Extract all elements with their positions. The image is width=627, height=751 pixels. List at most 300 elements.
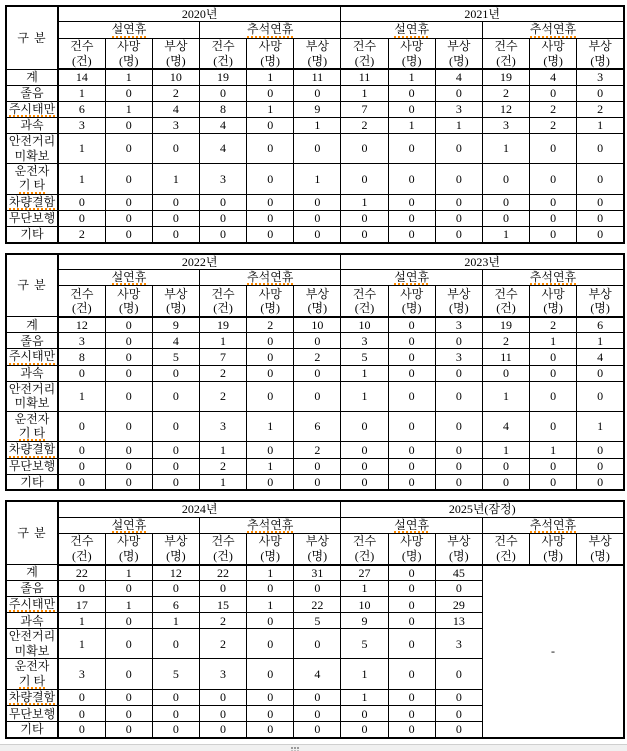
metric-header (482, 534, 529, 565)
data-cell: 0 (388, 349, 435, 365)
metric-header-line2: (건) (72, 548, 92, 563)
metric-header (530, 286, 577, 317)
data-cell: 22 (58, 565, 105, 581)
data-cell: 0 (435, 163, 482, 194)
label-text: 과속 (20, 613, 44, 628)
data-cell: 0 (58, 689, 105, 705)
row-label (6, 194, 58, 210)
table-row (6, 211, 624, 227)
table-row (6, 349, 624, 365)
data-cell: 10 (294, 317, 341, 333)
data-cell: 6 (577, 317, 624, 333)
data-cell: 0 (341, 706, 388, 722)
metric-header-line2: (명) (543, 548, 563, 563)
data-cell: 27 (341, 565, 388, 581)
metric-header-line2: (건) (496, 548, 516, 563)
data-cell: 9 (294, 101, 341, 117)
data-cell: 3 (58, 333, 105, 349)
metric-header-line2: (건) (496, 53, 516, 68)
no-data-placeholder: - (482, 565, 624, 738)
data-cell: 0 (247, 134, 294, 164)
data-cell: 2 (199, 458, 246, 474)
data-cell: 1 (435, 118, 482, 134)
data-cell: 0 (577, 474, 624, 490)
year-header: 2020년 (58, 6, 341, 22)
spellcheck-underline: 차량결함 (8, 689, 56, 704)
data-cell: 2 (482, 85, 529, 101)
metric-header-line1: 사망 (541, 286, 565, 301)
label-text: 계 (26, 70, 38, 85)
metric-header-line2: (명) (449, 548, 469, 563)
corner-header: 구 분 (6, 254, 58, 317)
data-cell: 0 (247, 613, 294, 629)
metric-header-line1: 건수 (494, 534, 518, 549)
row-label-line (7, 164, 57, 178)
metric-header-line1: 건수 (211, 534, 235, 549)
row-label-line (7, 227, 57, 241)
data-cell: 19 (482, 69, 529, 85)
data-cell: 1 (388, 69, 435, 85)
metric-header-line1: 부상 (164, 286, 188, 301)
data-cell: 22 (199, 565, 246, 581)
data-cell: 1 (152, 613, 199, 629)
table-row (6, 85, 624, 101)
holiday-group-header (199, 22, 340, 38)
data-cell: 0 (577, 163, 624, 194)
window-bottom-strip (0, 744, 627, 751)
spellcheck-underline: 추석연휴 (247, 22, 294, 37)
data-cell: 0 (577, 458, 624, 474)
data-cell: 4 (577, 349, 624, 365)
spellcheck-underline: 추석연휴 (529, 517, 577, 532)
row-label-line (7, 178, 57, 193)
data-cell: 0 (341, 163, 388, 194)
data-cell: 0 (58, 365, 105, 381)
table-row (6, 474, 624, 490)
table-row (6, 101, 624, 117)
data-cell: 0 (247, 333, 294, 349)
row-label (6, 474, 58, 490)
label-text: 졸음 (20, 86, 44, 101)
row-label-line (7, 412, 57, 426)
metric-header-line2: (명) (401, 548, 422, 563)
row-label-line (7, 134, 57, 148)
table-row (6, 194, 624, 210)
row-label-line (7, 334, 57, 348)
data-cell: 0 (105, 333, 152, 349)
data-cell: 1 (105, 101, 152, 117)
row-label (6, 365, 58, 381)
metric-header-line1: 부상 (164, 39, 188, 54)
year-header: 2021년 (341, 6, 624, 22)
data-cell: 3 (199, 163, 246, 194)
data-cell: 0 (388, 706, 435, 722)
metric-header-line2: (건) (213, 53, 233, 68)
data-cell: 1 (577, 411, 624, 442)
data-cell: 0 (294, 381, 341, 411)
metric-header-line2: (명) (307, 548, 328, 563)
data-cell: 0 (388, 101, 435, 117)
metric-header (58, 286, 105, 317)
data-cell: 0 (105, 211, 152, 227)
metric-header-line1: 건수 (70, 39, 94, 54)
drag-handle-icon[interactable] (291, 747, 293, 749)
holiday-group-header (341, 270, 482, 286)
metric-header-line1: 부상 (164, 534, 188, 549)
metric-header (58, 38, 105, 69)
metric-header-line1: 사망 (117, 39, 141, 54)
row-label-line (7, 149, 57, 163)
table-row (6, 411, 624, 442)
row-label-line (7, 70, 57, 84)
data-cell: 0 (341, 442, 388, 458)
data-cell: 1 (294, 163, 341, 194)
data-cell: 13 (435, 613, 482, 629)
row-label (6, 381, 58, 411)
data-cell: 1 (199, 333, 246, 349)
spellcheck-underline: 추석연휴 (529, 270, 577, 285)
data-cell: 0 (58, 474, 105, 490)
row-label (6, 411, 58, 442)
data-cell: 0 (58, 442, 105, 458)
data-cell: 2 (152, 85, 199, 101)
metric-header-line1: 부상 (588, 39, 612, 54)
data-cell: 0 (247, 706, 294, 722)
spellcheck-underline: 설연휴 (394, 270, 430, 285)
holiday-group-header (341, 517, 482, 533)
data-cell: 0 (105, 411, 152, 442)
data-cell: 0 (152, 581, 199, 597)
data-cell: 2 (199, 365, 246, 381)
data-cell: 0 (105, 163, 152, 194)
metric-header-line2: (명) (260, 548, 280, 563)
metric-header-line1: 부상 (588, 286, 612, 301)
data-cell: 0 (530, 411, 577, 442)
accident-stats-table-3 (5, 500, 625, 739)
data-cell: 1 (247, 101, 294, 117)
data-cell: 0 (388, 134, 435, 164)
data-cell: 1 (247, 458, 294, 474)
data-cell: 0 (577, 211, 624, 227)
metric-header-line2: (명) (118, 548, 139, 563)
data-cell: 3 (435, 101, 482, 117)
data-cell: 0 (482, 458, 529, 474)
data-cell: 0 (530, 349, 577, 365)
row-label (6, 458, 58, 474)
data-cell: 0 (577, 381, 624, 411)
data-cell: 0 (388, 227, 435, 243)
metric-header (105, 534, 152, 565)
holiday-group-header (199, 270, 340, 286)
data-cell: 8 (199, 101, 246, 117)
metric-header (435, 38, 482, 69)
data-cell: 1 (58, 163, 105, 194)
data-cell: 8 (58, 349, 105, 365)
data-cell: 0 (435, 134, 482, 164)
metric-header (341, 38, 388, 69)
data-cell: 0 (247, 442, 294, 458)
data-cell: 0 (388, 659, 435, 690)
data-cell: 19 (199, 317, 246, 333)
metric-header-line2: (건) (72, 301, 92, 316)
holiday-group-header (341, 22, 482, 38)
data-cell: 4 (199, 134, 246, 164)
metric-header (247, 286, 294, 317)
metric-header (577, 286, 624, 317)
row-label-line (7, 597, 57, 612)
year-header: 2024년 (58, 501, 341, 517)
data-cell: 0 (247, 629, 294, 659)
metric-header (341, 286, 388, 317)
metric-header (577, 38, 624, 69)
metric-header-line1: 사망 (541, 39, 565, 54)
row-label-line (7, 426, 57, 441)
data-cell: 10 (341, 597, 388, 613)
data-cell: 0 (388, 458, 435, 474)
data-cell: 0 (247, 194, 294, 210)
data-cell: 0 (199, 722, 246, 738)
metric-header-line1: 건수 (211, 286, 235, 301)
data-cell: 3 (58, 659, 105, 690)
table-row (6, 317, 624, 333)
data-cell: 0 (58, 458, 105, 474)
data-cell: 0 (105, 381, 152, 411)
row-label-line (7, 644, 57, 658)
data-cell: 0 (577, 85, 624, 101)
data-cell: 0 (435, 442, 482, 458)
data-cell: 0 (388, 722, 435, 738)
row-label (6, 69, 58, 85)
data-cell: 0 (199, 194, 246, 210)
metric-header (105, 286, 152, 317)
data-cell: 19 (199, 69, 246, 85)
data-cell: 0 (105, 134, 152, 164)
row-label (6, 211, 58, 227)
metric-header-line2: (명) (401, 301, 422, 316)
metric-header-line2: (명) (307, 53, 328, 68)
data-cell: 1 (58, 629, 105, 659)
data-cell: 3 (435, 629, 482, 659)
data-cell: 0 (530, 365, 577, 381)
row-label (6, 613, 58, 629)
data-cell: 0 (152, 227, 199, 243)
data-cell: 0 (435, 458, 482, 474)
metric-header-line2: (명) (590, 548, 610, 563)
label-text: 미확보 (14, 643, 50, 658)
data-cell: 1 (105, 565, 152, 581)
metric-header (199, 286, 246, 317)
metric-header-line1: 부상 (447, 39, 471, 54)
data-cell: 0 (530, 85, 577, 101)
metric-header (247, 38, 294, 69)
metric-header-line2: (명) (590, 301, 610, 316)
data-cell: 0 (530, 194, 577, 210)
data-cell: 2 (247, 317, 294, 333)
data-cell: 7 (341, 101, 388, 117)
metric-header-line2: (명) (260, 301, 280, 316)
data-cell: 0 (435, 194, 482, 210)
data-cell: 0 (388, 442, 435, 458)
data-cell: 0 (152, 722, 199, 738)
year-header: 2025년(잠정) (341, 501, 624, 517)
row-label-line (7, 614, 57, 628)
data-cell: 3 (435, 317, 482, 333)
metric-header-line2: (명) (449, 53, 469, 68)
data-cell: 0 (105, 442, 152, 458)
metric-header-line1: 사망 (258, 286, 282, 301)
row-label (6, 333, 58, 349)
metric-header-line1: 부상 (305, 286, 329, 301)
data-cell: 11 (482, 349, 529, 365)
data-cell: 0 (247, 85, 294, 101)
data-cell: 4 (294, 659, 341, 690)
data-cell: 2 (294, 442, 341, 458)
data-cell: 0 (247, 365, 294, 381)
row-label-line (7, 211, 57, 225)
data-cell: 3 (435, 349, 482, 365)
metric-header (199, 38, 246, 69)
data-cell: 0 (388, 629, 435, 659)
data-cell: 0 (58, 722, 105, 738)
row-label (6, 163, 58, 194)
label-text: 운전자 (14, 659, 50, 674)
data-cell: 0 (388, 194, 435, 210)
metric-header-line2: (명) (543, 53, 563, 68)
metric-header-line1: 건수 (494, 286, 518, 301)
spellcheck-underline: 기 타 (18, 178, 46, 193)
data-cell: 0 (530, 211, 577, 227)
data-cell: 0 (294, 365, 341, 381)
metric-header-line2: (명) (590, 53, 610, 68)
data-cell: 0 (105, 581, 152, 597)
data-cell: 0 (294, 474, 341, 490)
data-cell: 0 (577, 442, 624, 458)
spellcheck-underline: 차량결함 (8, 194, 56, 209)
data-cell: 3 (577, 69, 624, 85)
table-row (6, 565, 624, 581)
data-cell: 4 (530, 69, 577, 85)
label-text: 기타 (20, 474, 44, 489)
row-label-line (7, 102, 57, 117)
data-cell: 0 (152, 689, 199, 705)
data-cell: 0 (105, 349, 152, 365)
metric-header (530, 38, 577, 69)
metric-header-line1: 부상 (588, 534, 612, 549)
data-cell: 0 (388, 365, 435, 381)
metric-header (530, 534, 577, 565)
data-cell: 0 (294, 689, 341, 705)
data-cell: 0 (294, 581, 341, 597)
data-cell: 0 (341, 411, 388, 442)
data-cell: 0 (199, 706, 246, 722)
metric-header-line1: 사망 (541, 534, 565, 549)
data-cell: 2 (58, 227, 105, 243)
data-cell: 0 (152, 211, 199, 227)
metric-header-line2: (명) (166, 548, 186, 563)
metric-header (577, 534, 624, 565)
data-cell: 0 (199, 581, 246, 597)
data-cell: 0 (577, 227, 624, 243)
metric-header (294, 286, 341, 317)
data-cell: 0 (388, 613, 435, 629)
data-cell: 22 (294, 597, 341, 613)
data-cell: 0 (105, 689, 152, 705)
data-cell: 0 (388, 381, 435, 411)
row-label-line (7, 659, 57, 673)
table-row (6, 333, 624, 349)
metric-header-line2: (건) (354, 301, 375, 316)
metric-header-line1: 건수 (70, 534, 94, 549)
data-cell: 0 (482, 194, 529, 210)
data-cell: 1 (199, 474, 246, 490)
label-text: 무단보행 (8, 459, 56, 474)
data-cell: 1 (58, 134, 105, 164)
row-label-line (7, 86, 57, 100)
row-label (6, 349, 58, 365)
data-cell: 1 (482, 381, 529, 411)
data-cell: 0 (341, 134, 388, 164)
row-label-line (7, 442, 57, 457)
year-header: 2022년 (58, 254, 341, 270)
metric-header (341, 534, 388, 565)
data-cell: 0 (435, 706, 482, 722)
data-cell: 3 (482, 118, 529, 134)
row-label (6, 565, 58, 581)
spellcheck-underline: 설연휴 (394, 517, 430, 532)
data-cell: 0 (199, 227, 246, 243)
data-cell: 0 (247, 211, 294, 227)
holiday-group-header (58, 517, 199, 533)
row-label (6, 689, 58, 705)
data-cell: 0 (530, 474, 577, 490)
data-cell: 0 (577, 134, 624, 164)
metric-header-line2: (건) (213, 548, 233, 563)
data-cell: 0 (152, 194, 199, 210)
data-cell: 0 (247, 163, 294, 194)
data-cell: 2 (530, 118, 577, 134)
row-label-line (7, 366, 57, 380)
metric-header-line1: 부상 (447, 286, 471, 301)
data-cell: 5 (341, 349, 388, 365)
row-label-line (7, 722, 57, 736)
holiday-group-header (482, 270, 624, 286)
data-cell: 1 (341, 581, 388, 597)
data-cell: 0 (105, 659, 152, 690)
metric-header (199, 534, 246, 565)
metric-header-line2: (건) (354, 53, 375, 68)
spellcheck-underline: 차량결함 (8, 442, 56, 457)
label-text: 계 (26, 317, 38, 332)
metric-header-line1: 사망 (258, 534, 282, 549)
label-text: 미확보 (14, 148, 50, 163)
row-label-line (7, 318, 57, 332)
metric-header-line1: 사망 (117, 534, 141, 549)
label-text: 무단보행 (8, 706, 56, 721)
accident-stats-table-2 (5, 253, 625, 492)
data-cell: 1 (199, 442, 246, 458)
metric-header-line2: (건) (496, 301, 516, 316)
data-cell: 0 (388, 565, 435, 581)
data-cell: 2 (199, 381, 246, 411)
metric-header (247, 534, 294, 565)
row-label-line (7, 629, 57, 643)
data-cell: 1 (58, 381, 105, 411)
row-label (6, 706, 58, 722)
label-text: 계 (26, 565, 38, 580)
metric-header-line2: (건) (72, 53, 92, 68)
data-cell: 0 (388, 411, 435, 442)
data-cell: 2 (199, 629, 246, 659)
